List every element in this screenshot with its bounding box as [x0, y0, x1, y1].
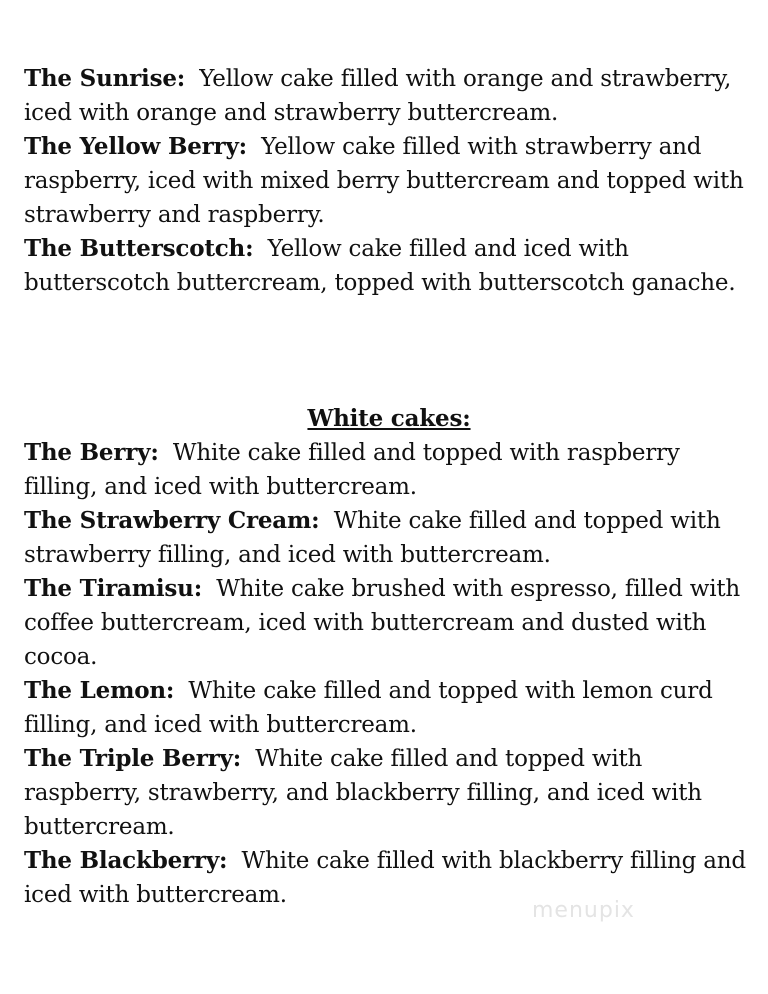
menu-item-yellow-berry	[24, 130, 754, 232]
item-description: White cake filled and topped with lemon curd filling, and iced with buttercream.	[24, 678, 713, 738]
item-name: The Triple Berry:	[24, 745, 241, 772]
item-description: White cake filled and topped with strawberry filling, and iced with buttercream.	[24, 508, 721, 568]
item-description: White cake filled and topped with raspberry, strawberry, and blackberry filling, and iced with buttercream.	[24, 746, 702, 840]
menu-item-strawberry-cream	[24, 504, 754, 572]
item-name: The Lemon:	[24, 677, 175, 704]
section-heading-white-cakes: White cakes:	[307, 405, 471, 432]
menu-item-berry	[24, 436, 754, 504]
item-description: Yellow cake filled with strawberry and raspberry, iced with mixed berry buttercream and topped with strawberry and raspberry.	[24, 134, 744, 228]
item-description: White cake filled with blackberry filling and iced with buttercream.	[24, 848, 746, 908]
item-name: The Sunrise:	[24, 65, 186, 92]
item-name: The Blackberry:	[24, 847, 228, 874]
item-name: The Butterscotch:	[24, 235, 254, 262]
menu-item-sunrise	[24, 62, 754, 130]
menu-content	[24, 62, 754, 912]
item-name: The Berry:	[24, 439, 159, 466]
menu-item-tiramisu	[24, 572, 754, 674]
menu-item-lemon	[24, 674, 754, 742]
white-cakes-list	[24, 436, 754, 912]
item-name: The Strawberry Cream:	[24, 507, 320, 534]
item-description: Yellow cake filled and iced with butterscotch buttercream, topped with butterscotch ganache.	[24, 236, 736, 296]
item-description: White cake filled and topped with raspberry filling, and iced with buttercream.	[24, 440, 680, 500]
section-spacer	[24, 300, 754, 402]
item-description: White cake brushed with espresso, filled with coffee buttercream, iced with buttercream and dusted with cocoa.	[24, 576, 741, 670]
yellow-cakes-list	[24, 62, 754, 300]
item-name: The Tiramisu:	[24, 575, 202, 602]
item-description: Yellow cake filled with orange and strawberry, iced with orange and strawberry buttercream.	[24, 66, 732, 126]
menu-item-butterscotch	[24, 232, 754, 300]
item-name: The Yellow Berry:	[24, 133, 247, 160]
menu-item-blackberry	[24, 844, 754, 912]
menu-item-triple-berry	[24, 742, 754, 844]
menupix-watermark: menupix	[532, 898, 635, 923]
